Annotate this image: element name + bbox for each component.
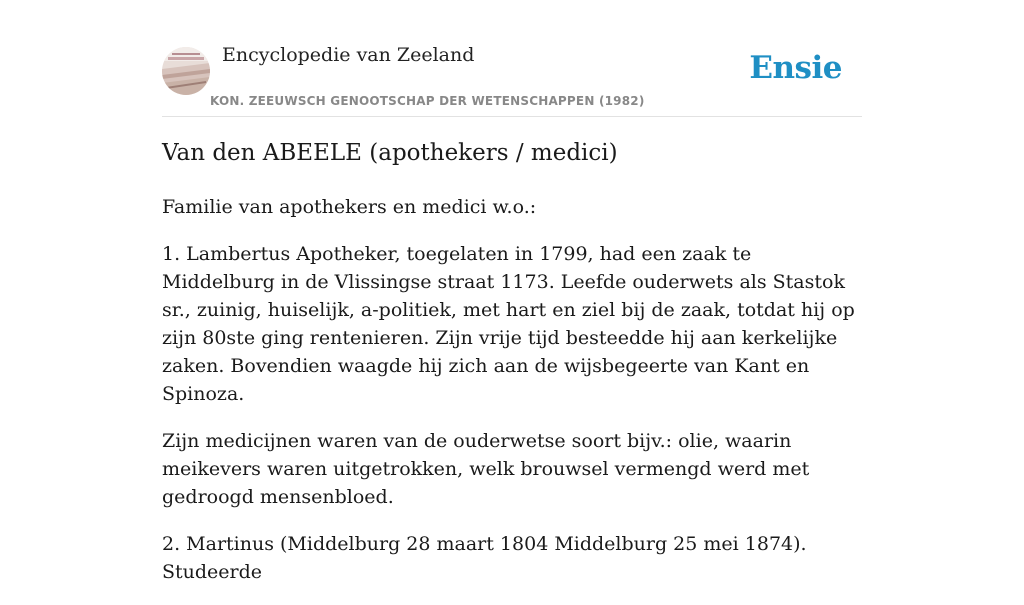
book-cover-icon <box>162 47 210 95</box>
brand-logo[interactable]: Ensie <box>749 50 842 86</box>
header <box>162 0 862 117</box>
paragraph-medicines: Zijn medicijnen waren van de ouderwetse soort bijv.: olie, waarin meikevers waren uitgetrokken, welk brouwsel vermengd werd met gedroogd mensenbloed. <box>162 430 810 508</box>
source-avatar[interactable] <box>162 47 210 95</box>
paragraph-lambertus: 1. Lambertus Apotheker, toegelaten in 1799, had een zaak te Middelburg in de Vlissingse straat 1173. Leefde ouderwets als Stastok sr., zuinig, huiselijk, a-politiek, met hart en ziel bij de zaak, totdat hij op zijn 80ste ging rentenieren. Zijn vrije tijd besteedde hij aan kerkelijke zaken. Bovendien waagde hij zich aan de wijsbegeerte van Kant en Spinoza. <box>162 243 855 405</box>
page-container <box>162 0 862 583</box>
article-title: Van den ABEELE (apothekers / medici) <box>162 140 618 166</box>
paragraph-martinus: 2. Martinus (Middelburg 28 maart 1804 Middelburg 25 mei 1874). Studeerde <box>162 533 807 583</box>
paragraph-intro: Familie van apothekers en medici w.o.: <box>162 196 537 218</box>
publisher-label: KON. ZEEUWSCH GENOOTSCHAP DER WETENSCHAPPEN (1982) <box>210 94 645 108</box>
source-title[interactable]: Encyclopedie van Zeeland <box>222 44 475 66</box>
article-body <box>162 193 862 605</box>
